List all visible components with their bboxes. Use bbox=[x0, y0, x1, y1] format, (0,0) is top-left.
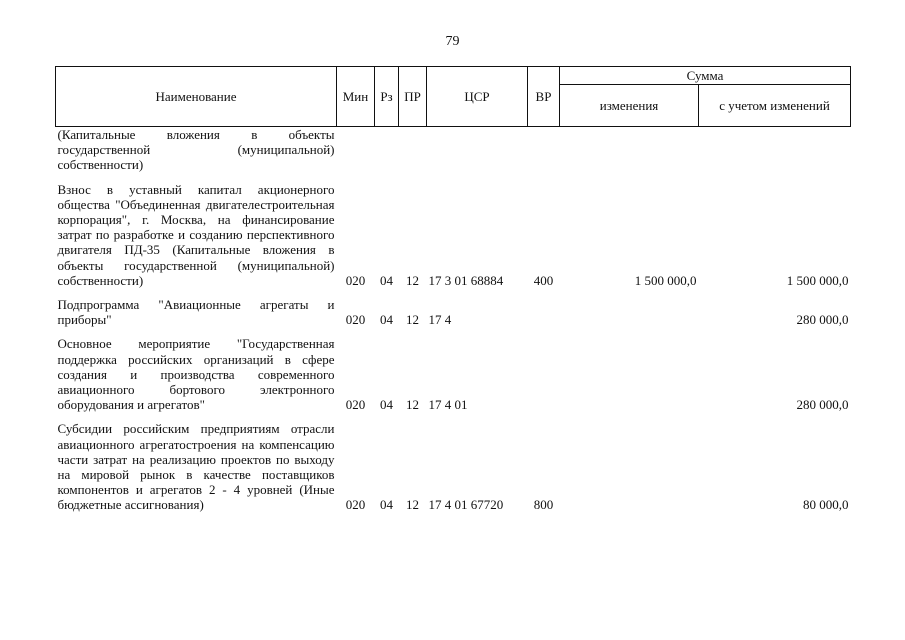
row-min: 020 bbox=[345, 272, 366, 288]
row-rz bbox=[375, 127, 399, 173]
row-vr bbox=[528, 127, 560, 173]
row-name: Субсидии российским предприятиям отрасли авиационного агрегатостроения на компенсацию части затрат на реализацию проектов по выходу на мировой рынок в качестве поставщиков компонентов и агрегатов 2 - 4 уровней (Иные бюджетные ассигнования) bbox=[57, 421, 335, 513]
row-csr: 17 4 01 67720 bbox=[428, 497, 504, 513]
row-pr: 12 bbox=[406, 272, 419, 288]
row-csr: 17 4 bbox=[428, 312, 452, 328]
row-pr: 12 bbox=[406, 312, 419, 328]
row-with-change: 280 000,0 bbox=[796, 312, 849, 328]
header-rz: Рз bbox=[375, 67, 399, 127]
row-with-change bbox=[699, 127, 851, 173]
table-row bbox=[56, 297, 851, 327]
table-row bbox=[56, 182, 851, 288]
header-pr: ПР bbox=[399, 67, 427, 127]
header-sum: Сумма bbox=[560, 67, 851, 85]
table-row bbox=[56, 421, 851, 512]
row-rz: 04 bbox=[380, 272, 393, 288]
row-change bbox=[560, 421, 699, 512]
row-change: 1 500 000,0 bbox=[634, 272, 697, 288]
row-pr: 12 bbox=[406, 397, 419, 413]
row-min bbox=[337, 127, 375, 173]
row-vr bbox=[528, 297, 560, 327]
header-vr: ВР bbox=[528, 67, 560, 127]
row-csr: 17 4 01 bbox=[428, 397, 468, 413]
table-body bbox=[56, 127, 851, 513]
header-with-change: с учетом изменений bbox=[699, 85, 851, 127]
row-change bbox=[560, 336, 699, 412]
row-rz: 04 bbox=[380, 497, 393, 513]
row-rz: 04 bbox=[380, 397, 393, 413]
row-pr bbox=[399, 127, 427, 173]
row-name: Основное мероприятие "Государственная поддержка российских организаций в сфере создания и производства современного авиационного бортового электронного оборудования и агрегатов" bbox=[57, 336, 335, 413]
row-min: 020 bbox=[345, 397, 366, 413]
row-change bbox=[560, 127, 699, 173]
row-name: Подпрограмма "Авиационные агрегаты и приборы" bbox=[57, 297, 335, 328]
header-change: изменения bbox=[560, 85, 699, 127]
row-with-change: 1 500 000,0 bbox=[786, 272, 849, 288]
row-vr bbox=[528, 336, 560, 412]
row-name: Взнос в уставный капитал акционерного общества "Объединенная двигателестроительная корпорация", г. Москва, на финансирование затрат по разработке и созданию перспективного двигателя ПД-35 (Капитальные вложения в объекты государственной (муниципальной) собственности) bbox=[57, 181, 335, 288]
table-row bbox=[56, 336, 851, 412]
row-rz: 04 bbox=[380, 312, 393, 328]
row-min: 020 bbox=[345, 497, 366, 513]
row-min: 020 bbox=[345, 312, 366, 328]
header-name: Наименование bbox=[56, 67, 337, 127]
row-name: (Капитальные вложения в объекты государственной (муниципальной) собственности) bbox=[57, 127, 335, 173]
row-with-change: 280 000,0 bbox=[796, 397, 849, 413]
page-number: 79 bbox=[445, 34, 460, 49]
budget-table bbox=[55, 66, 851, 513]
row-csr bbox=[427, 127, 528, 173]
row-vr: 800 bbox=[533, 497, 554, 513]
row-vr: 400 bbox=[533, 272, 554, 288]
header-min: Мин bbox=[337, 67, 375, 127]
row-change bbox=[560, 297, 699, 327]
table-row bbox=[56, 127, 851, 173]
row-pr: 12 bbox=[406, 497, 419, 513]
row-csr: 17 3 01 68884 bbox=[428, 272, 504, 288]
row-with-change: 80 000,0 bbox=[803, 497, 849, 513]
header-csr: ЦСР bbox=[427, 67, 528, 127]
